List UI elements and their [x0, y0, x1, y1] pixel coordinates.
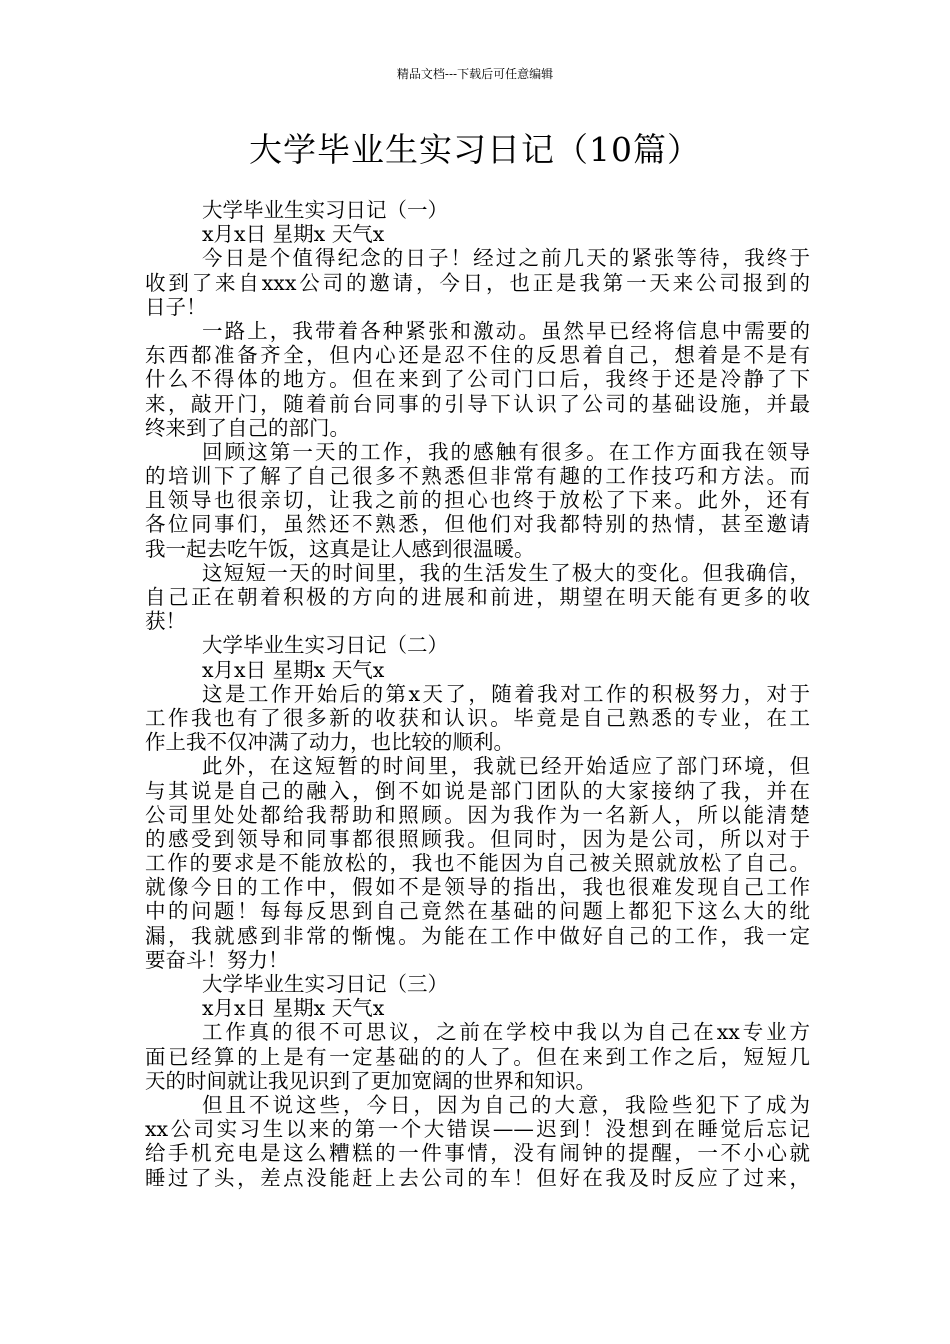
text-line: x月x日 星期x 天气x: [202, 222, 385, 247]
text-line: 今日是个值得纪念的日子！经过之前几天的紧张等待，我终于: [202, 246, 810, 271]
text-line: 大学毕业生实习日记（三）: [202, 972, 448, 996]
text-line: 一路上，我带着各种紧张和激动。虽然早已经将信息中需要的: [202, 318, 810, 343]
text-line: 此外，在这短暂的时间里，我就已经开始适应了部门环境，但: [202, 754, 810, 779]
text-line: 日子！: [145, 294, 207, 319]
text-line: 面已经算的上是有一定基础的的人了。但在来到工作之后，短短几: [145, 1044, 810, 1069]
text-line: 但且不说这些，今日，因为自己的大意，我险些犯下了成为: [202, 1092, 810, 1117]
text-line: 工作我也有了很多新的收获和认识。毕竟是自己熟悉的专业，在工: [145, 705, 810, 730]
page-header: 精品文档---下载后可任意编辑: [396, 67, 554, 81]
text-line: 与其说是自己的融入，倒不如说是部门团队的大家接纳了我，并在: [145, 778, 810, 803]
text-line: 收到了来自xxx公司的邀请，今日，也正是我第一天来公司报到的: [145, 270, 810, 295]
text-line: x月x日 星期x 天气x: [202, 657, 385, 682]
text-line: 终来到了自己的部门。: [145, 415, 350, 440]
text-line: 什么不得体的地方。但在来到了公司门口后，我终于还是冷静了下: [145, 367, 810, 392]
page-title: 大学毕业生实习日记（10篇）: [249, 130, 701, 169]
text-line: 公司里处处都给我帮助和照顾。因为我作为一名新人，所以能清楚: [145, 802, 810, 827]
document-body: [145, 198, 810, 1190]
text-line: 天的时间就让我见识到了更加宽阔的世界和知识。: [145, 1068, 596, 1093]
text-line: 要奋斗！努力！: [145, 947, 289, 972]
text-line: 的培训下了解了自己很多不熟悉但非常有趣的工作技巧和方法。而: [145, 464, 810, 489]
text-line: 这是工作开始后的第x天了，随着我对工作的积极努力，对于: [202, 681, 810, 706]
text-line: 漏，我就感到非常的惭愧。为能在工作中做好自己的工作，我一定: [145, 923, 810, 948]
text-line: 获！: [145, 609, 186, 634]
text-line: 自己正在朝着积极的方向的进展和前进，期望在明天能有更多的收: [145, 585, 810, 609]
text-line: xx公司实习生以来的第一个大错误——迟到！没想到在睡觉后忘记: [145, 1117, 810, 1142]
text-line: 来，敲开门，随着前台同事的引导下认识了公司的基础设施，并最: [145, 391, 810, 416]
text-line: 睡过了头，差点没能赶上去公司的车！但好在我及时反应了过来，: [145, 1165, 810, 1190]
text-line: x月x日 星期x 天气x: [202, 996, 385, 1021]
text-line: 我一起去吃午饭，这真是让人感到很温暖。: [145, 536, 535, 561]
text-line: 回顾这第一天的工作，我的感触有很多。在工作方面我在领导: [202, 439, 810, 464]
text-line: 给手机充电是这么糟糕的一件事情，没有闹钟的提醒，一不小心就: [145, 1141, 810, 1166]
text-line: 作上我不仅冲满了动力，也比较的顺利。: [145, 730, 514, 755]
text-line: 中的问题！每每反思到自己竟然在基础的问题上都犯下这么大的纰: [145, 899, 810, 924]
text-line: 工作的要求是不能放松的，我也不能因为自己被关照就放松了自己。: [145, 851, 810, 876]
text-line: 大学毕业生实习日记（一）: [202, 198, 448, 222]
text-line: 各位同事们，虽然还不熟悉，但他们对我都特别的热情，甚至邀请: [145, 512, 810, 537]
text-line: 工作真的很不可思议，之前在学校中我以为自己在xx专业方: [202, 1020, 810, 1045]
text-line: 东西都准备齐全，但内心还是忍不住的反思着自己，想着是不是有: [145, 343, 810, 368]
text-line: 这短短一天的时间里，我的生活发生了极大的变化。但我确信，: [202, 560, 810, 585]
text-line: 且领导也很亲切，让我之前的担心也终于放松了下来。此外，还有: [145, 488, 810, 513]
text-line: 就像今日的工作中，假如不是领导的指出，我也很难发现自己工作: [145, 875, 810, 900]
text-line: 大学毕业生实习日记（二）: [202, 633, 448, 658]
text-line: 的感受到领导和同事都很照顾我。但同时，因为是公司，所以对于: [145, 826, 810, 851]
